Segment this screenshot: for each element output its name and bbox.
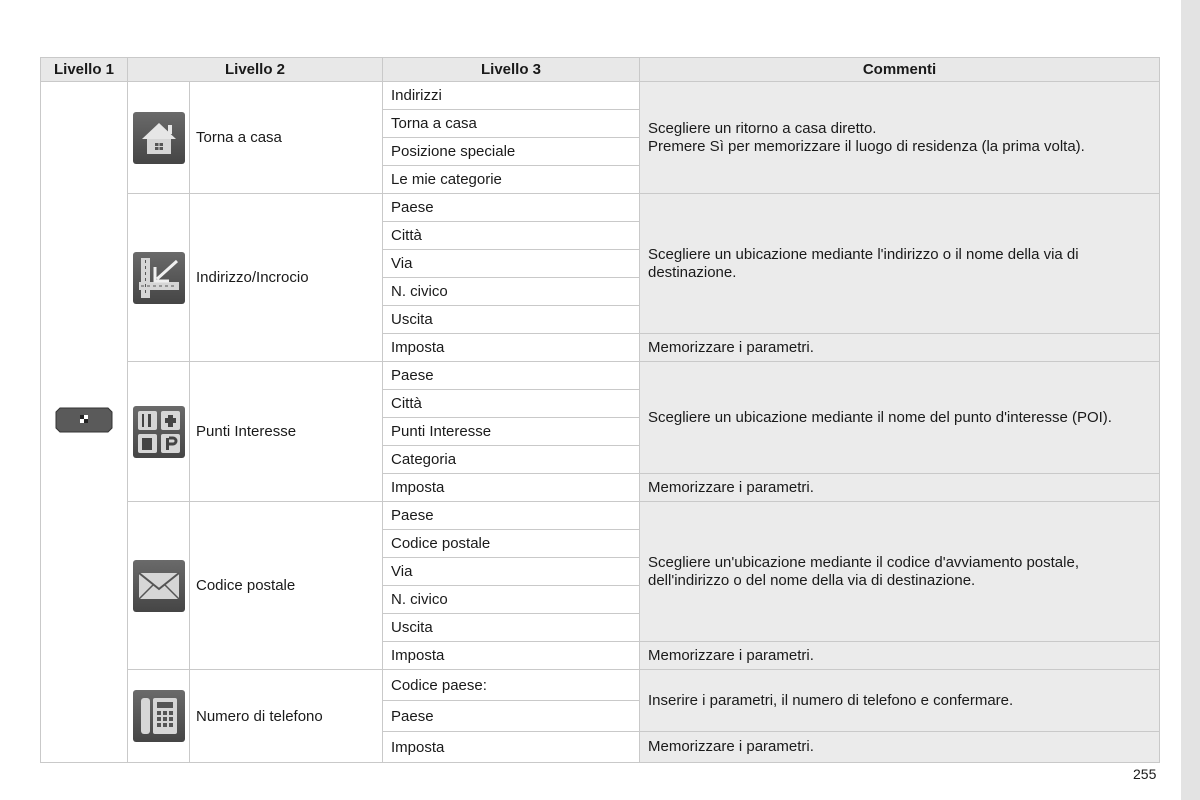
group-icon-cell <box>128 194 190 362</box>
level1-cell <box>41 82 128 763</box>
navigation-menu-icon <box>54 405 114 435</box>
option-item: Posizione speciale <box>383 138 640 166</box>
option-item: Via <box>383 558 640 586</box>
option-item: Categoria <box>383 446 640 474</box>
comment-cell: Memorizzare i parametri. <box>640 474 1160 502</box>
group-label: Numero di telefono <box>190 670 383 763</box>
option-item: Uscita <box>383 306 640 334</box>
page-edge-bar <box>1181 0 1200 800</box>
option-item: Via <box>383 250 640 278</box>
option-item: Città <box>383 390 640 418</box>
home-icon <box>133 112 185 164</box>
address-intersection-icon <box>133 252 185 304</box>
option-item: Codice paese: <box>383 670 640 701</box>
option-item: Codice postale <box>383 530 640 558</box>
option-item: Torna a casa <box>383 110 640 138</box>
comment-cell: Memorizzare i parametri. <box>640 334 1160 362</box>
comment-cell: Memorizzare i parametri. <box>640 732 1160 763</box>
option-item: Indirizzi <box>383 82 640 110</box>
comment-cell: Inserire i parametri, il numero di telefono e confermare. <box>640 670 1160 732</box>
option-item: N. civico <box>383 586 640 614</box>
navigation-menu-table <box>40 57 1160 763</box>
option-item: Paese <box>383 701 640 732</box>
header-level-2: Livello 2 <box>128 58 383 82</box>
option-item: Imposta <box>383 642 640 670</box>
option-item: Uscita <box>383 614 640 642</box>
envelope-icon <box>133 560 185 612</box>
group-icon-cell <box>128 502 190 670</box>
group-icon-cell <box>128 670 190 763</box>
option-item: Le mie categorie <box>383 166 640 194</box>
comment-cell: Scegliere un ubicazione mediante il nome del punto d'interesse (POI). <box>640 362 1160 474</box>
group-icon-cell <box>128 82 190 194</box>
header-level-1: Livello 1 <box>41 58 128 82</box>
points-of-interest-icon <box>133 406 185 458</box>
group-label: Codice postale <box>190 502 383 670</box>
header-comments: Commenti <box>640 58 1160 82</box>
comment-cell: Memorizzare i parametri. <box>640 642 1160 670</box>
option-item: Paese <box>383 362 640 390</box>
comment-cell: Scegliere un ubicazione mediante l'indirizzo o il nome della via di destinazione. <box>640 194 1160 334</box>
option-item: Paese <box>383 502 640 530</box>
option-item: Imposta <box>383 732 640 763</box>
group-icon-cell <box>128 362 190 502</box>
header-level-3: Livello 3 <box>383 58 640 82</box>
phone-keypad-icon <box>133 690 185 742</box>
option-item: Punti Interesse <box>383 418 640 446</box>
option-item: Paese <box>383 194 640 222</box>
comment-text: Scegliere un ritorno a casa diretto. <box>648 120 877 138</box>
group-label: Torna a casa <box>190 82 383 194</box>
comment-cell: Scegliere un'ubicazione mediante il codice d'avviamento postale, dell'indirizzo o del nome della via di destinazione. <box>640 502 1160 642</box>
option-item: Città <box>383 222 640 250</box>
option-item: Imposta <box>383 334 640 362</box>
group-label: Punti Interesse <box>190 362 383 502</box>
group-label: Indirizzo/Incrocio <box>190 194 383 362</box>
option-item: Imposta <box>383 474 640 502</box>
page-number: 255 <box>1133 766 1157 782</box>
comment-cell <box>640 82 1160 194</box>
comment-text: Premere Sì per memorizzare il luogo di residenza (la prima volta). <box>648 137 1085 155</box>
option-item: N. civico <box>383 278 640 306</box>
header-row <box>41 58 1160 82</box>
